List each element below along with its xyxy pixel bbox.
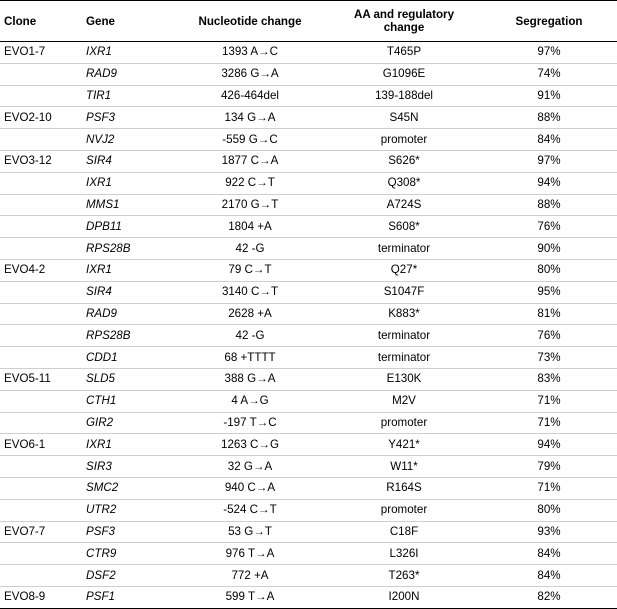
cell-aa-change: T465P [334, 42, 474, 64]
cell-clone [0, 303, 80, 325]
table-row [0, 150, 617, 172]
cell-nucleotide-change: 976 T→A [166, 543, 334, 565]
header-nucleotide-change: Nucleotide change [166, 1, 334, 42]
cell-nucleotide-change: 388 G→A [166, 368, 334, 390]
cell-aa-change: 139-188del [334, 85, 474, 107]
cell-nucleotide-change: 68 +TTTT [166, 347, 334, 369]
header-clone: Clone [0, 1, 80, 42]
table-row [0, 85, 617, 107]
cell-clone: EVO8-9 [0, 586, 80, 608]
table-row [0, 63, 617, 85]
cell-aa-change: Q27* [334, 259, 474, 281]
cell-aa-change: promoter [334, 412, 474, 434]
cell-gene: IXR1 [80, 259, 166, 281]
table-row [0, 172, 617, 194]
table-row [0, 477, 617, 499]
table-row [0, 456, 617, 478]
cell-aa-change: E130K [334, 368, 474, 390]
header-aa-regulatory-change: AA and regulatory change [334, 1, 474, 42]
cell-clone [0, 347, 80, 369]
table-header [0, 1, 617, 42]
cell-aa-change: R164S [334, 477, 474, 499]
cell-clone [0, 216, 80, 238]
cell-aa-change: Q308* [334, 172, 474, 194]
cell-gene: RPS28B [80, 325, 166, 347]
cell-segregation: 88% [474, 107, 617, 129]
cell-nucleotide-change: 53 G→T [166, 521, 334, 543]
cell-segregation: 90% [474, 238, 617, 260]
cell-aa-change: K883* [334, 303, 474, 325]
cell-aa-change: terminator [334, 238, 474, 260]
cell-segregation: 73% [474, 347, 617, 369]
cell-nucleotide-change: -197 T→C [166, 412, 334, 434]
cell-clone: EVO5-11 [0, 368, 80, 390]
cell-segregation: 84% [474, 129, 617, 151]
cell-nucleotide-change: 42 -G [166, 238, 334, 260]
cell-nucleotide-change: 32 G→A [166, 456, 334, 478]
cell-clone [0, 477, 80, 499]
cell-segregation: 97% [474, 150, 617, 172]
cell-nucleotide-change: 2170 G→T [166, 194, 334, 216]
cell-gene: GIR2 [80, 412, 166, 434]
table-row [0, 347, 617, 369]
cell-gene: NVJ2 [80, 129, 166, 151]
table-row [0, 281, 617, 303]
table-row [0, 586, 617, 608]
cell-aa-change: T263* [334, 565, 474, 587]
cell-gene: RAD9 [80, 63, 166, 85]
cell-clone [0, 390, 80, 412]
cell-gene: PSF1 [80, 586, 166, 608]
cell-gene: IXR1 [80, 172, 166, 194]
cell-clone [0, 325, 80, 347]
cell-aa-change: S45N [334, 107, 474, 129]
table-row [0, 129, 617, 151]
cell-segregation: 95% [474, 281, 617, 303]
cell-aa-change: L326I [334, 543, 474, 565]
cell-segregation: 71% [474, 477, 617, 499]
table-row [0, 325, 617, 347]
cell-aa-change: C18F [334, 521, 474, 543]
table-row [0, 107, 617, 129]
cell-nucleotide-change: 1804 +A [166, 216, 334, 238]
cell-nucleotide-change: 426-464del [166, 85, 334, 107]
cell-segregation: 76% [474, 216, 617, 238]
cell-segregation: 91% [474, 85, 617, 107]
cell-segregation: 94% [474, 434, 617, 456]
cell-segregation: 74% [474, 63, 617, 85]
cell-segregation: 80% [474, 259, 617, 281]
cell-gene: SIR3 [80, 456, 166, 478]
cell-clone [0, 85, 80, 107]
table-row [0, 499, 617, 521]
cell-nucleotide-change: 4 A→G [166, 390, 334, 412]
cell-nucleotide-change: 3140 C→T [166, 281, 334, 303]
cell-nucleotide-change: 134 G→A [166, 107, 334, 129]
cell-gene: SIR4 [80, 150, 166, 172]
header-gene: Gene [80, 1, 166, 42]
cell-segregation: 84% [474, 565, 617, 587]
cell-clone: EVO2-10 [0, 107, 80, 129]
cell-nucleotide-change: 599 T→A [166, 586, 334, 608]
cell-gene: SIR4 [80, 281, 166, 303]
cell-gene: DSF2 [80, 565, 166, 587]
cell-aa-change: promoter [334, 499, 474, 521]
cell-nucleotide-change: 42 -G [166, 325, 334, 347]
cell-clone [0, 499, 80, 521]
cell-nucleotide-change: 1393 A→C [166, 42, 334, 64]
cell-aa-change: promoter [334, 129, 474, 151]
cell-aa-change: I200N [334, 586, 474, 608]
cell-aa-change: G1096E [334, 63, 474, 85]
table-body [0, 42, 617, 609]
cell-clone: EVO7-7 [0, 521, 80, 543]
cell-clone [0, 238, 80, 260]
cell-nucleotide-change: 2628 +A [166, 303, 334, 325]
cell-clone: EVO1-7 [0, 42, 80, 64]
cell-aa-change: S608* [334, 216, 474, 238]
cell-segregation: 79% [474, 456, 617, 478]
cell-clone [0, 129, 80, 151]
table-row [0, 368, 617, 390]
cell-gene: TIR1 [80, 85, 166, 107]
cell-gene: IXR1 [80, 434, 166, 456]
cell-aa-change: A724S [334, 194, 474, 216]
table-row [0, 238, 617, 260]
cell-segregation: 81% [474, 303, 617, 325]
table-row [0, 412, 617, 434]
cell-segregation: 71% [474, 390, 617, 412]
cell-clone [0, 63, 80, 85]
cell-gene: DPB11 [80, 216, 166, 238]
cell-nucleotide-change: 922 C→T [166, 172, 334, 194]
cell-gene: MMS1 [80, 194, 166, 216]
cell-nucleotide-change: -559 G→C [166, 129, 334, 151]
cell-gene: PSF3 [80, 107, 166, 129]
table-row [0, 390, 617, 412]
cell-clone [0, 565, 80, 587]
cell-aa-change: terminator [334, 347, 474, 369]
cell-nucleotide-change: 79 C→T [166, 259, 334, 281]
cell-segregation: 76% [474, 325, 617, 347]
cell-nucleotide-change: 772 +A [166, 565, 334, 587]
cell-gene: IXR1 [80, 42, 166, 64]
cell-clone: EVO6-1 [0, 434, 80, 456]
cell-segregation: 83% [474, 368, 617, 390]
cell-gene: SMC2 [80, 477, 166, 499]
table-row [0, 259, 617, 281]
cell-gene: RAD9 [80, 303, 166, 325]
cell-nucleotide-change: 1877 C→A [166, 150, 334, 172]
cell-clone [0, 543, 80, 565]
header-segregation: Segregation [474, 1, 617, 42]
cell-gene: CDD1 [80, 347, 166, 369]
cell-segregation: 93% [474, 521, 617, 543]
cell-segregation: 88% [474, 194, 617, 216]
cell-aa-change: Y421* [334, 434, 474, 456]
cell-gene: CTR9 [80, 543, 166, 565]
cell-segregation: 82% [474, 586, 617, 608]
table-row [0, 42, 617, 64]
table-row [0, 434, 617, 456]
cell-clone [0, 194, 80, 216]
cell-clone: EVO3-12 [0, 150, 80, 172]
table-row [0, 303, 617, 325]
cell-gene: SLD5 [80, 368, 166, 390]
cell-nucleotide-change: 940 C→A [166, 477, 334, 499]
cell-clone: EVO4-2 [0, 259, 80, 281]
cell-aa-change: S626* [334, 150, 474, 172]
cell-nucleotide-change: 1263 C→G [166, 434, 334, 456]
table-row [0, 521, 617, 543]
cell-nucleotide-change: -524 C→T [166, 499, 334, 521]
table-row [0, 216, 617, 238]
cell-aa-change: terminator [334, 325, 474, 347]
table-row [0, 194, 617, 216]
cell-clone [0, 412, 80, 434]
cell-clone [0, 281, 80, 303]
cell-clone [0, 456, 80, 478]
cell-gene: CTH1 [80, 390, 166, 412]
cell-segregation: 71% [474, 412, 617, 434]
cell-segregation: 80% [474, 499, 617, 521]
cell-segregation: 94% [474, 172, 617, 194]
table-row [0, 543, 617, 565]
cell-gene: RPS28B [80, 238, 166, 260]
cell-nucleotide-change: 3286 G→A [166, 63, 334, 85]
cell-segregation: 97% [474, 42, 617, 64]
cell-clone [0, 172, 80, 194]
cell-aa-change: S1047F [334, 281, 474, 303]
cell-gene: PSF3 [80, 521, 166, 543]
cell-segregation: 84% [474, 543, 617, 565]
table-row [0, 565, 617, 587]
cell-aa-change: M2V [334, 390, 474, 412]
cell-aa-change: W11* [334, 456, 474, 478]
header-row [0, 1, 617, 42]
cell-gene: UTR2 [80, 499, 166, 521]
